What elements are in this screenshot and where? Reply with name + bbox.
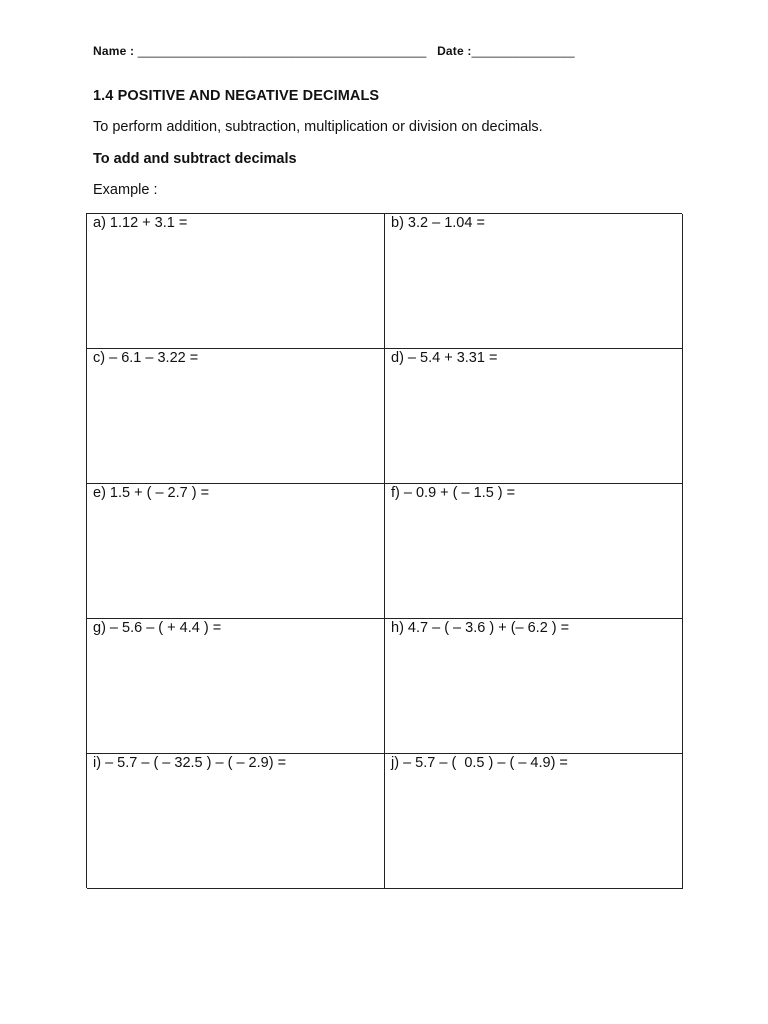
problem-f[interactable]: f) – 0.9 + ( – 1.5 ) =: [385, 484, 683, 619]
intro-text: To perform addition, subtraction, multiplication or division on decimals.: [93, 119, 543, 135]
problem-d[interactable]: d) – 5.4 + 3.31 =: [385, 349, 683, 484]
date-label: Date :: [437, 44, 472, 58]
problem-i[interactable]: i) – 5.7 – ( – 32.5 ) – ( – 2.9) =: [87, 754, 385, 889]
problem-e[interactable]: e) 1.5 + ( – 2.7 ) =: [87, 484, 385, 619]
problem-a[interactable]: a) 1.12 + 3.1 =: [87, 214, 385, 349]
example-label: Example :: [93, 182, 158, 198]
problem-j[interactable]: j) – 5.7 – ( 0.5 ) – ( – 4.9) =: [385, 754, 683, 889]
problem-grid: [86, 213, 682, 888]
problem-b[interactable]: b) 3.2 – 1.04 =: [385, 214, 683, 349]
name-date-line: [93, 44, 575, 58]
subheading: To add and subtract decimals: [93, 151, 297, 167]
problem-h[interactable]: h) 4.7 – ( – 3.6 ) + (– 6.2 ) =: [385, 619, 683, 754]
name-blank[interactable]: __________________________________________: [137, 44, 427, 58]
problem-g[interactable]: g) – 5.6 – ( + 4.4 ) =: [87, 619, 385, 754]
problem-c[interactable]: c) – 6.1 – 3.22 =: [87, 349, 385, 484]
name-label: Name :: [93, 44, 138, 58]
date-blank[interactable]: _______________: [471, 44, 575, 58]
section-title: 1.4 POSITIVE AND NEGATIVE DECIMALS: [93, 88, 380, 104]
